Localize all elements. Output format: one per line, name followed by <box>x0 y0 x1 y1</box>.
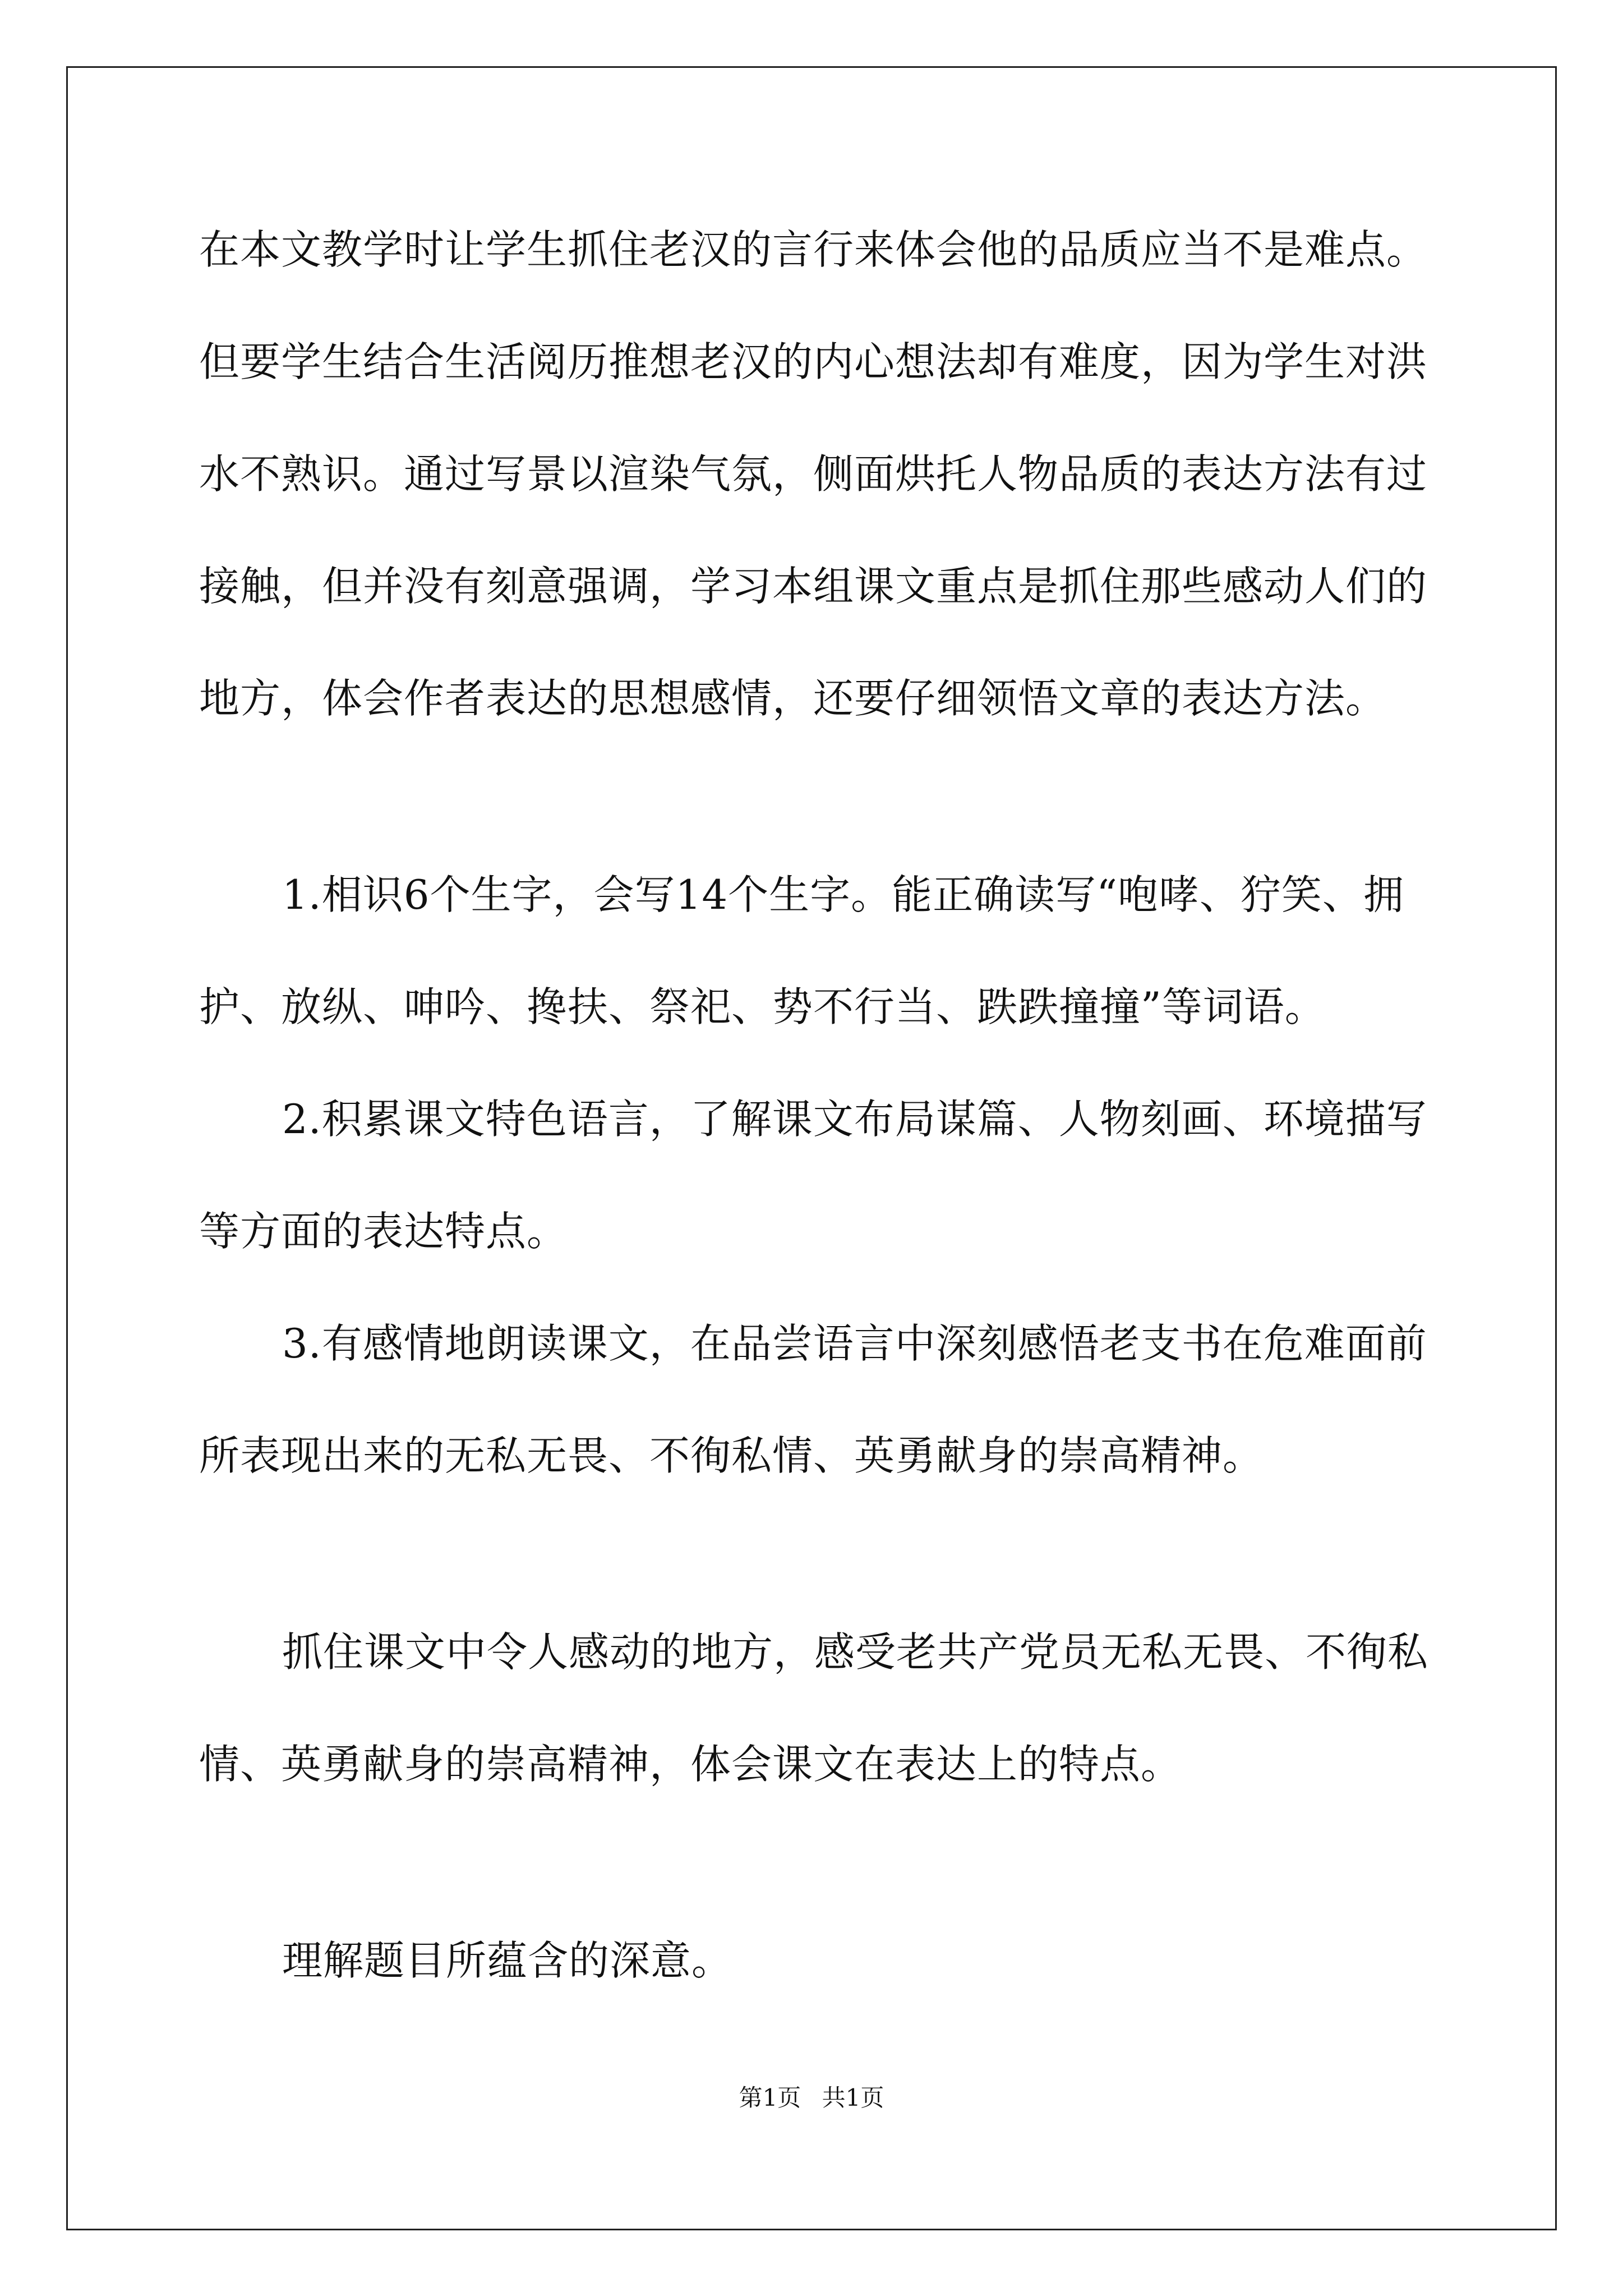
goal-item-3: 3.有感情地朗读课文，在品尝语言中深刻感悟老支书在危难面前 <box>282 1320 1427 1367</box>
goal-item-2: 2.积累课文特色语言，了解课文布局谋篇、人物刻画、环境描写 <box>282 1096 1427 1143</box>
goal-item-3-cont: 所表现出来的无私无畏、不徇私情、英勇献身的崇高精神。 <box>199 1432 1264 1479</box>
goal-item-2-cont: 等方面的表达特点。 <box>199 1208 568 1255</box>
page-border <box>66 66 1557 2230</box>
paragraph-line: 接触，但并没有刻意强调，学习本组课文重点是抓住那些感动人们的 <box>199 563 1428 610</box>
difficulty-line: 理解题目所蕴含的深意。 <box>282 1937 733 1984</box>
paragraph-line: 但要学生结合生活阅历推想老汉的内心想法却有难度，因为学生对洪 <box>199 338 1428 385</box>
page-footer <box>0 2081 1623 2115</box>
page-number: 第1页 <box>739 2084 801 2111</box>
key-points-line: 抓住课文中令人感动的地方，感受老共产党员无私无畏、不徇私 <box>282 1628 1429 1676</box>
key-points-line: 情、英勇献身的崇高精神，体会课文在表达上的特点。 <box>199 1741 1182 1788</box>
goal-item-1-cont: 护、放纵、呻吟、搀扶、祭祀、势不行当、跌跌撞撞”等词语。 <box>199 983 1326 1030</box>
paragraph-line: 地方，体会作者表达的思想感情，还要仔细领悟文章的表达方法。 <box>199 675 1387 722</box>
page-total: 共1页 <box>822 2084 884 2111</box>
paragraph-line: 水不熟识。通过写景以渲染气氛，侧面烘托人物品质的表达方法有过 <box>199 450 1428 498</box>
paragraph-line: 在本文教学时让学生抓住老汉的言行来体会他的品质应当不是难点。 <box>199 226 1428 273</box>
goal-item-1: 1.相识6个生字，会写14个生字。能正确读写“咆哮、狞笑、拥 <box>282 871 1404 918</box>
